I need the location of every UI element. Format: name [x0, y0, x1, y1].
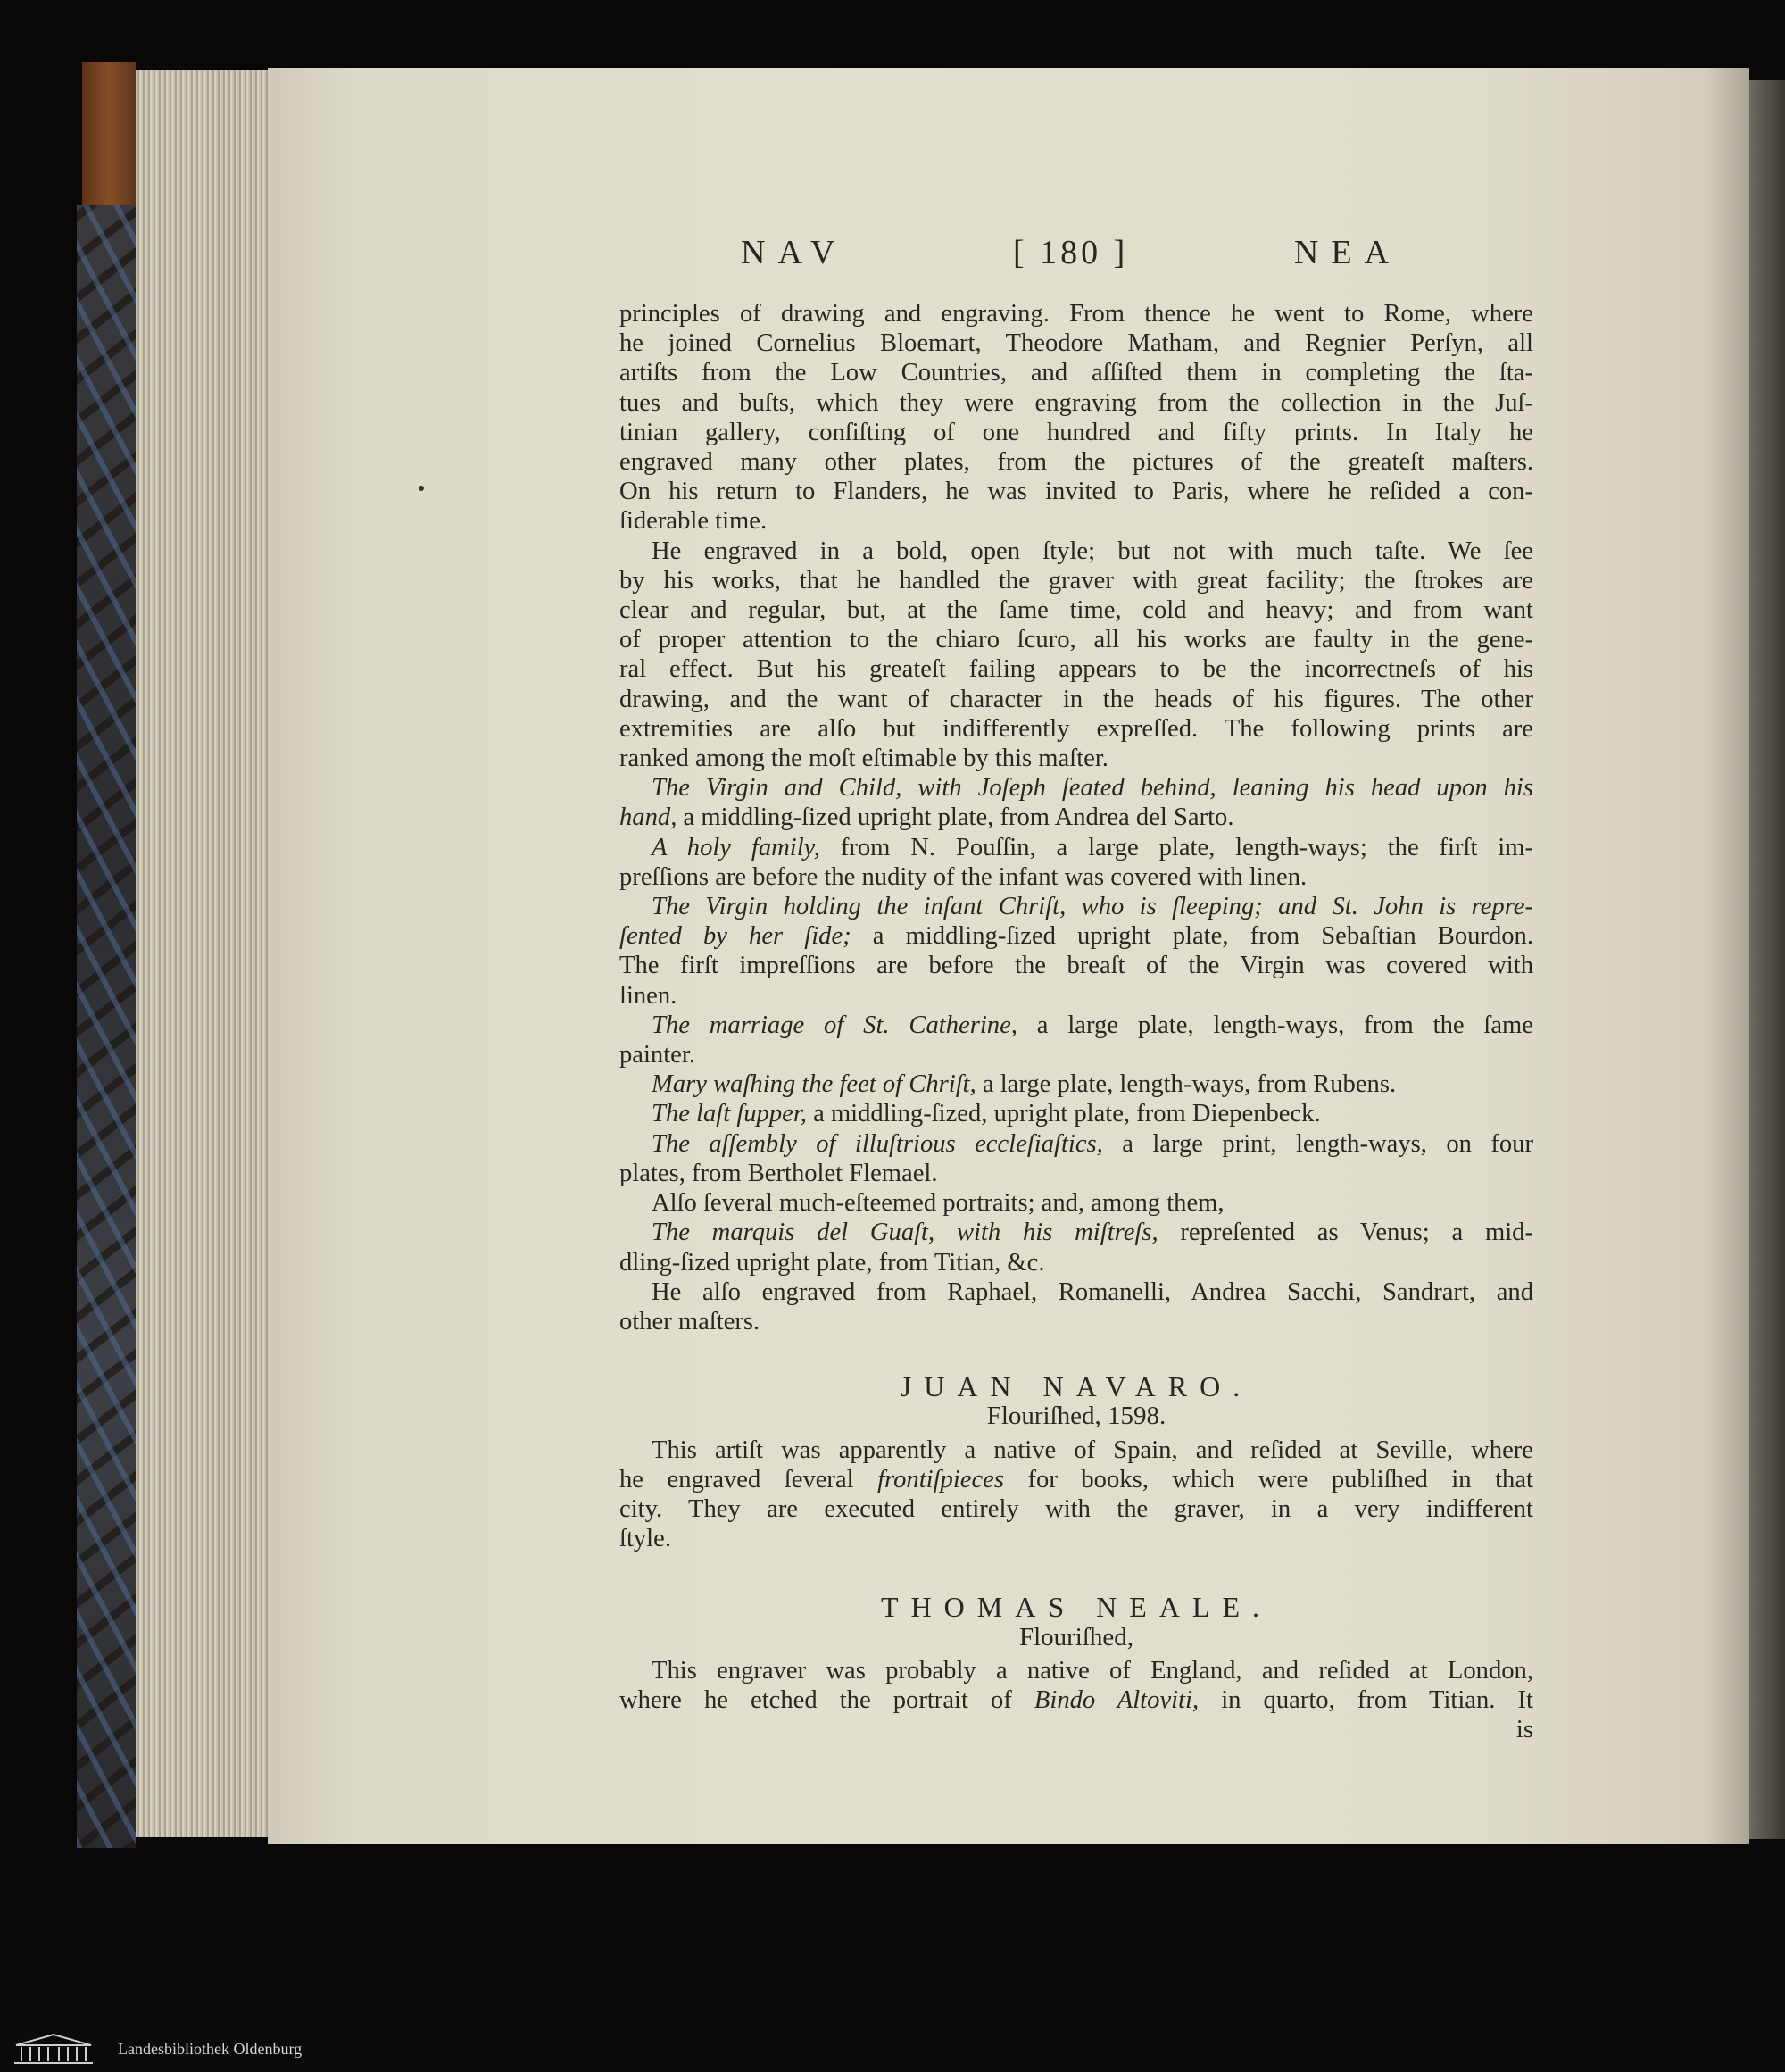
- print-entry: [619, 1011, 1533, 1069]
- print-entry: [619, 833, 1533, 892]
- text-line: clear and regular, but, at the ſame time, cold and heavy; and from want: [619, 596, 1533, 625]
- print-entry: [619, 1099, 1533, 1128]
- print-title: The Virgin holding the infant Chriſt, who is ſleeping;: [652, 893, 1263, 921]
- library-logo-icon: [9, 2033, 98, 2067]
- text-line: [619, 892, 1533, 921]
- print-title: and St. John is repre-: [1262, 893, 1533, 921]
- text-line: This artiſt was apparently a native of Spain, and reſided at Seville, where: [652, 1435, 1533, 1464]
- text-line: artiſts from the Low Countries, and aſſiſted them in completing the ſta-: [619, 359, 1533, 387]
- marbled-cover: [77, 205, 136, 1848]
- text-line: He engraved in a bold, open ſtyle; but not with much taſte. We ſee: [652, 537, 1533, 565]
- running-head: [741, 230, 1401, 275]
- text-line: city. They are executed entirely with the graver, in a very indifferent: [619, 1494, 1533, 1523]
- paragraph-continuation: [619, 299, 1533, 537]
- page-gutter: [1749, 80, 1785, 1839]
- text-line: by his works, that he handled the graver with great facility; the ſtrokes are: [619, 566, 1533, 595]
- text-line: ranked among the moſt eſtimable by this maſter.: [619, 745, 1108, 773]
- print-title: The aſſembly of illuſtrious eccleſiaſtics,: [652, 1129, 1103, 1158]
- print-entry: [619, 773, 1533, 832]
- text-line: The firſt impreſſions are before the breaſt of the Virgin was covered with: [619, 952, 1533, 980]
- print-entry: [619, 1069, 1533, 1099]
- text-line: [619, 1685, 1533, 1715]
- paragraph-navaro: [619, 1435, 1533, 1554]
- text-line: [619, 1129, 1533, 1159]
- entry-heading-navaro: JUAN NAVARO.: [900, 1370, 1253, 1403]
- paragraph-neale: [619, 1656, 1533, 1715]
- text-line: ſtyle.: [619, 1525, 671, 1553]
- text-line: he joined Cornelius Bloemart, Theodore Matham, and Regnier Perſyn, all: [619, 329, 1533, 358]
- text-line: engraved many other plates, from the pictures of the greateſt maſters.: [619, 448, 1533, 477]
- print-description: a middling-ſized, upright plate, from Diepenbeck.: [806, 1100, 1321, 1128]
- print-description: a middling-ſized upright plate, from Sebaſtian Bourdon.: [851, 922, 1533, 951]
- page-number: [ 180 ]: [1013, 234, 1129, 271]
- running-head-left: NAV: [741, 234, 848, 271]
- text-line: [619, 1069, 1533, 1099]
- text-block: [619, 299, 1533, 1744]
- paragraph-portraits: [619, 1188, 1533, 1218]
- print-description: a large print, length-ways, on four: [1102, 1129, 1533, 1158]
- paragraph-also-engraved: [619, 1277, 1533, 1336]
- print-title: The Virgin and Child, with Joſeph ſeated behind, leaning his head upon his: [652, 774, 1533, 803]
- text-fragment: he engraved ſeveral: [619, 1465, 878, 1494]
- text-line: drawing, and the want of character in the heads of his figures. The other: [619, 685, 1533, 713]
- text-line: [619, 773, 1533, 803]
- text-line: On his return to Flanders, he was invited to Paris, where he reſided a con-: [619, 478, 1533, 506]
- text-line: of proper attention to the chiaro ſcuro, all his works are faulty in the gene-: [619, 626, 1533, 654]
- flourished-date: Flouriſhed, 1598.: [986, 1402, 1166, 1431]
- text-fragment: where he etched the portrait of: [619, 1685, 1034, 1714]
- paragraph-style: [619, 537, 1533, 774]
- text-fragment: in quarto, from Titian. It: [1199, 1685, 1533, 1714]
- text-line: other maſters.: [619, 1307, 760, 1336]
- footer-bar: [0, 2026, 1785, 2072]
- print-title: A holy family,: [652, 833, 820, 861]
- print-title: The marriage of St. Catherine,: [652, 1011, 1017, 1039]
- text-line: preſſions are before the nudity of the infant was covered with linen.: [619, 862, 1308, 891]
- ink-speck: [419, 486, 424, 491]
- italic-term: Bindo Altoviti,: [1034, 1685, 1200, 1714]
- text-line: [619, 803, 1533, 832]
- text-line: [619, 1465, 1533, 1494]
- entry-heading-neale: THOMAS NEALE.: [881, 1591, 1272, 1624]
- text-line: plates, from Bertholet Flemael.: [619, 1159, 938, 1187]
- print-entry: [619, 1129, 1533, 1188]
- print-description: a middling-ſized upright plate, from Andrea del Sarto.: [677, 803, 1234, 832]
- text-line: painter.: [619, 1041, 695, 1069]
- text-fragment: for books, which were publiſhed in that: [1004, 1465, 1533, 1494]
- print-entry: [619, 1218, 1533, 1277]
- text-line: He alſo engraved from Raphael, Romanelli, Andrea Sacchi, Sandrart, and: [652, 1277, 1533, 1306]
- text-line: dling-ſized upright plate, from Titian, &c.: [619, 1248, 1045, 1277]
- print-title: The marquis del Guaſt, with his miſtreſs,: [652, 1219, 1158, 1247]
- text-line: Alſo ſeveral much-eſteemed portraits; and, among them,: [652, 1189, 1225, 1218]
- print-description: a large plate, length-ways, from Rubens.: [976, 1070, 1397, 1099]
- print-description: a large plate, length-ways, from the ſame: [1017, 1011, 1533, 1039]
- text-line: ſiderable time.: [619, 507, 768, 536]
- page-edges: [136, 70, 270, 1837]
- text-line: tues and buſts, which they were engraving from the collection in the Juſ-: [619, 388, 1533, 417]
- print-title: Mary waſhing the feet of Chriſt,: [652, 1070, 976, 1099]
- text-line: [619, 1218, 1533, 1247]
- text-line: extremities are alſo but indifferently expreſſed. The following prints are: [619, 714, 1533, 743]
- flourished-date: Flouriſhed,: [1018, 1622, 1134, 1652]
- text-line: [619, 833, 1533, 862]
- text-line: [619, 1011, 1533, 1040]
- print-title: The laſt ſupper,: [652, 1100, 807, 1128]
- text-line: [619, 921, 1533, 951]
- text-line: principles of drawing and engraving. From thence he went to Rome, where: [619, 300, 1533, 328]
- running-head-right: NEA: [1293, 234, 1401, 271]
- text-line: ral effect. But his greateſt failing appears to be the incorrectneſs of his: [619, 655, 1533, 684]
- print-description: repreſented as Venus; a mid-: [1158, 1219, 1533, 1247]
- text-line: [619, 1099, 1533, 1128]
- print-title: hand,: [619, 803, 677, 832]
- print-entry: [619, 892, 1533, 1011]
- print-description: from N. Pouſſin, a large plate, length-ways; the firſt im-: [819, 833, 1533, 861]
- text-line: linen.: [619, 981, 677, 1010]
- library-name: Landesbibliothek Oldenburg: [118, 2040, 303, 2058]
- text-line: This engraver was probably a native of England, and reſided at London,: [652, 1656, 1533, 1685]
- print-title: ſented by her ſide;: [619, 922, 851, 951]
- italic-term: frontiſpieces: [877, 1465, 1004, 1494]
- text-line: tinian gallery, conſiſting of one hundred and fifty prints. In Italy he: [619, 418, 1533, 446]
- catchword: is: [1515, 1716, 1533, 1744]
